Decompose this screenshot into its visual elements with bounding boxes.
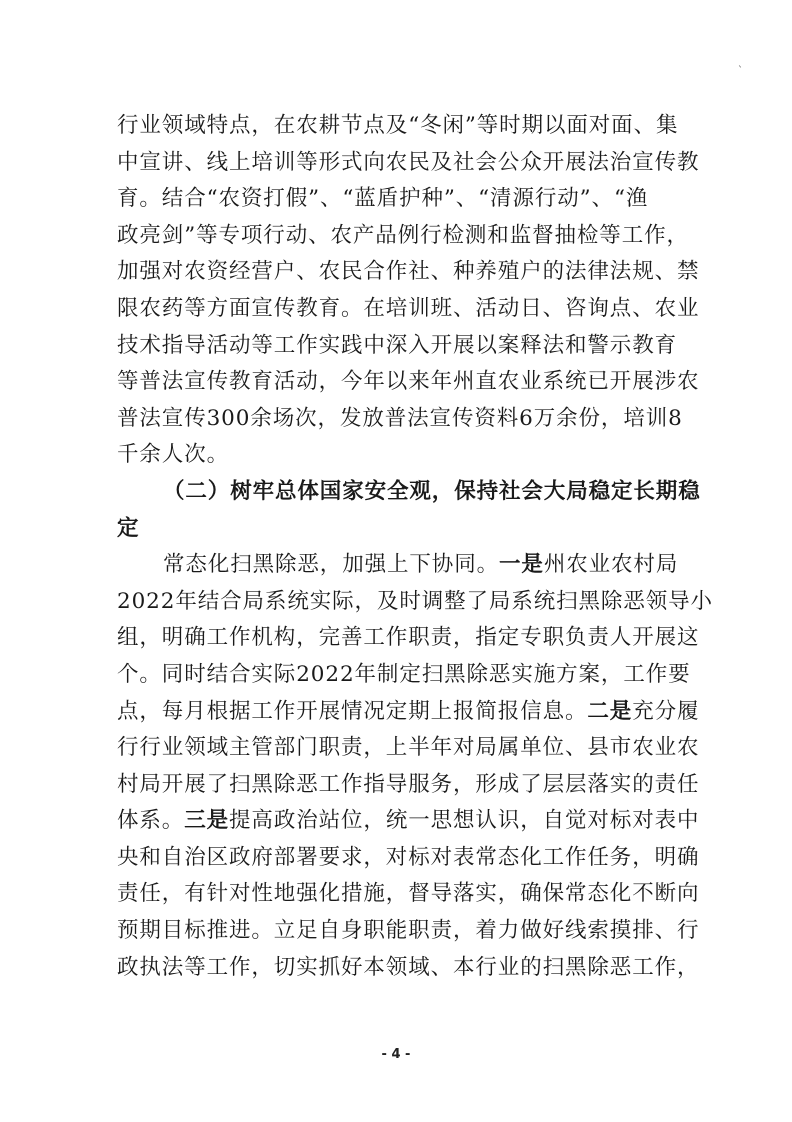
emphasis-first: 一是 [499, 552, 544, 578]
paragraph-anti-crime [117, 547, 713, 986]
text-line [117, 694, 700, 731]
text-line: 中宣讲、线上培训等形式向农民及社会公众开展法治宣传教 [117, 149, 700, 175]
text-span: 点，每月根据工作开展情况定期上报简报信息。 [117, 698, 588, 724]
text-span: 常态化扫黑除恶，加强上下协同。 [163, 552, 500, 578]
page-number: - 4 - [381, 1047, 411, 1062]
text-line: 组，明确工作机构，完善工作职责，指定专职负责人开展这 [117, 625, 700, 651]
text-line: 个。同时结合实际2022年制定扫黑除恶实施方案，工作要 [117, 661, 691, 687]
text-line: 普法宣传300余场次，发放普法宣传资料6万余份，培训8 [117, 405, 683, 431]
body-text [117, 108, 713, 986]
text-line [117, 803, 700, 840]
text-span: 体系。 [117, 808, 185, 834]
paragraph-publicity [117, 108, 700, 474]
text-line: 千余人次。 [117, 442, 230, 468]
text-line: 政执法等工作，切实抓好本领域、本行业的扫黑除恶工作， [117, 954, 700, 980]
text-line: 加强对农资经营户、农民合作社、种养殖户的法律法规、禁 [117, 259, 700, 285]
text-line: 2022年结合局系统实际，及时调整了局系统扫黑除恶领导小 [117, 588, 713, 614]
text-line: 育。结合“农资打假”、“蓝盾护种”、“清源行动”、“渔 [117, 186, 649, 212]
text-line: 预期目标推进。立足自身职能职责，着力做好线索摸排、行 [117, 918, 700, 944]
text-line: 央和自治区政府部署要求，对标对表常态化工作任务，明确 [117, 844, 700, 870]
text-span: 充分履 [632, 698, 700, 724]
heading-line: 定 [117, 515, 140, 541]
text-line: 政亮剑”等专项行动、农产品例行检测和监督抽检等工作， [117, 222, 689, 248]
emphasis-second: 二是 [587, 698, 633, 724]
text-span: 州农业农村局 [543, 552, 679, 578]
text-line: 村局开展了扫黑除恶工作指导服务，形成了层层落实的责任 [117, 771, 700, 797]
text-line: 责任，有针对性地强化措施，督导落实，确保常态化不断向 [117, 881, 700, 907]
corner-mark: ` [738, 66, 743, 77]
text-line: 行业领域特点，在农耕节点及“冬闲”等时期以面对面、集 [117, 113, 679, 138]
text-line: 行行业领域主管部门职责，上半年对局属单位、县市农业农 [117, 735, 700, 761]
text-line: 等普法宣传教育活动，今年以来年州直农业系统已开展涉农 [117, 369, 700, 395]
text-line: 限农药等方面宣传教育。在培训班、活动日、咨询点、农业 [117, 295, 700, 321]
text-span: 提高政治站位，统一思想认识，自觉对标对表中 [229, 808, 700, 834]
heading-line: （二）树牢总体国家安全观，保持社会大局稳定长期稳 [163, 478, 701, 504]
text-line: 技术指导活动等工作实践中深入开展以案释法和警示教育 [117, 332, 678, 358]
text-line [117, 547, 677, 584]
section-heading [117, 474, 701, 547]
emphasis-third: 三是 [184, 808, 230, 834]
